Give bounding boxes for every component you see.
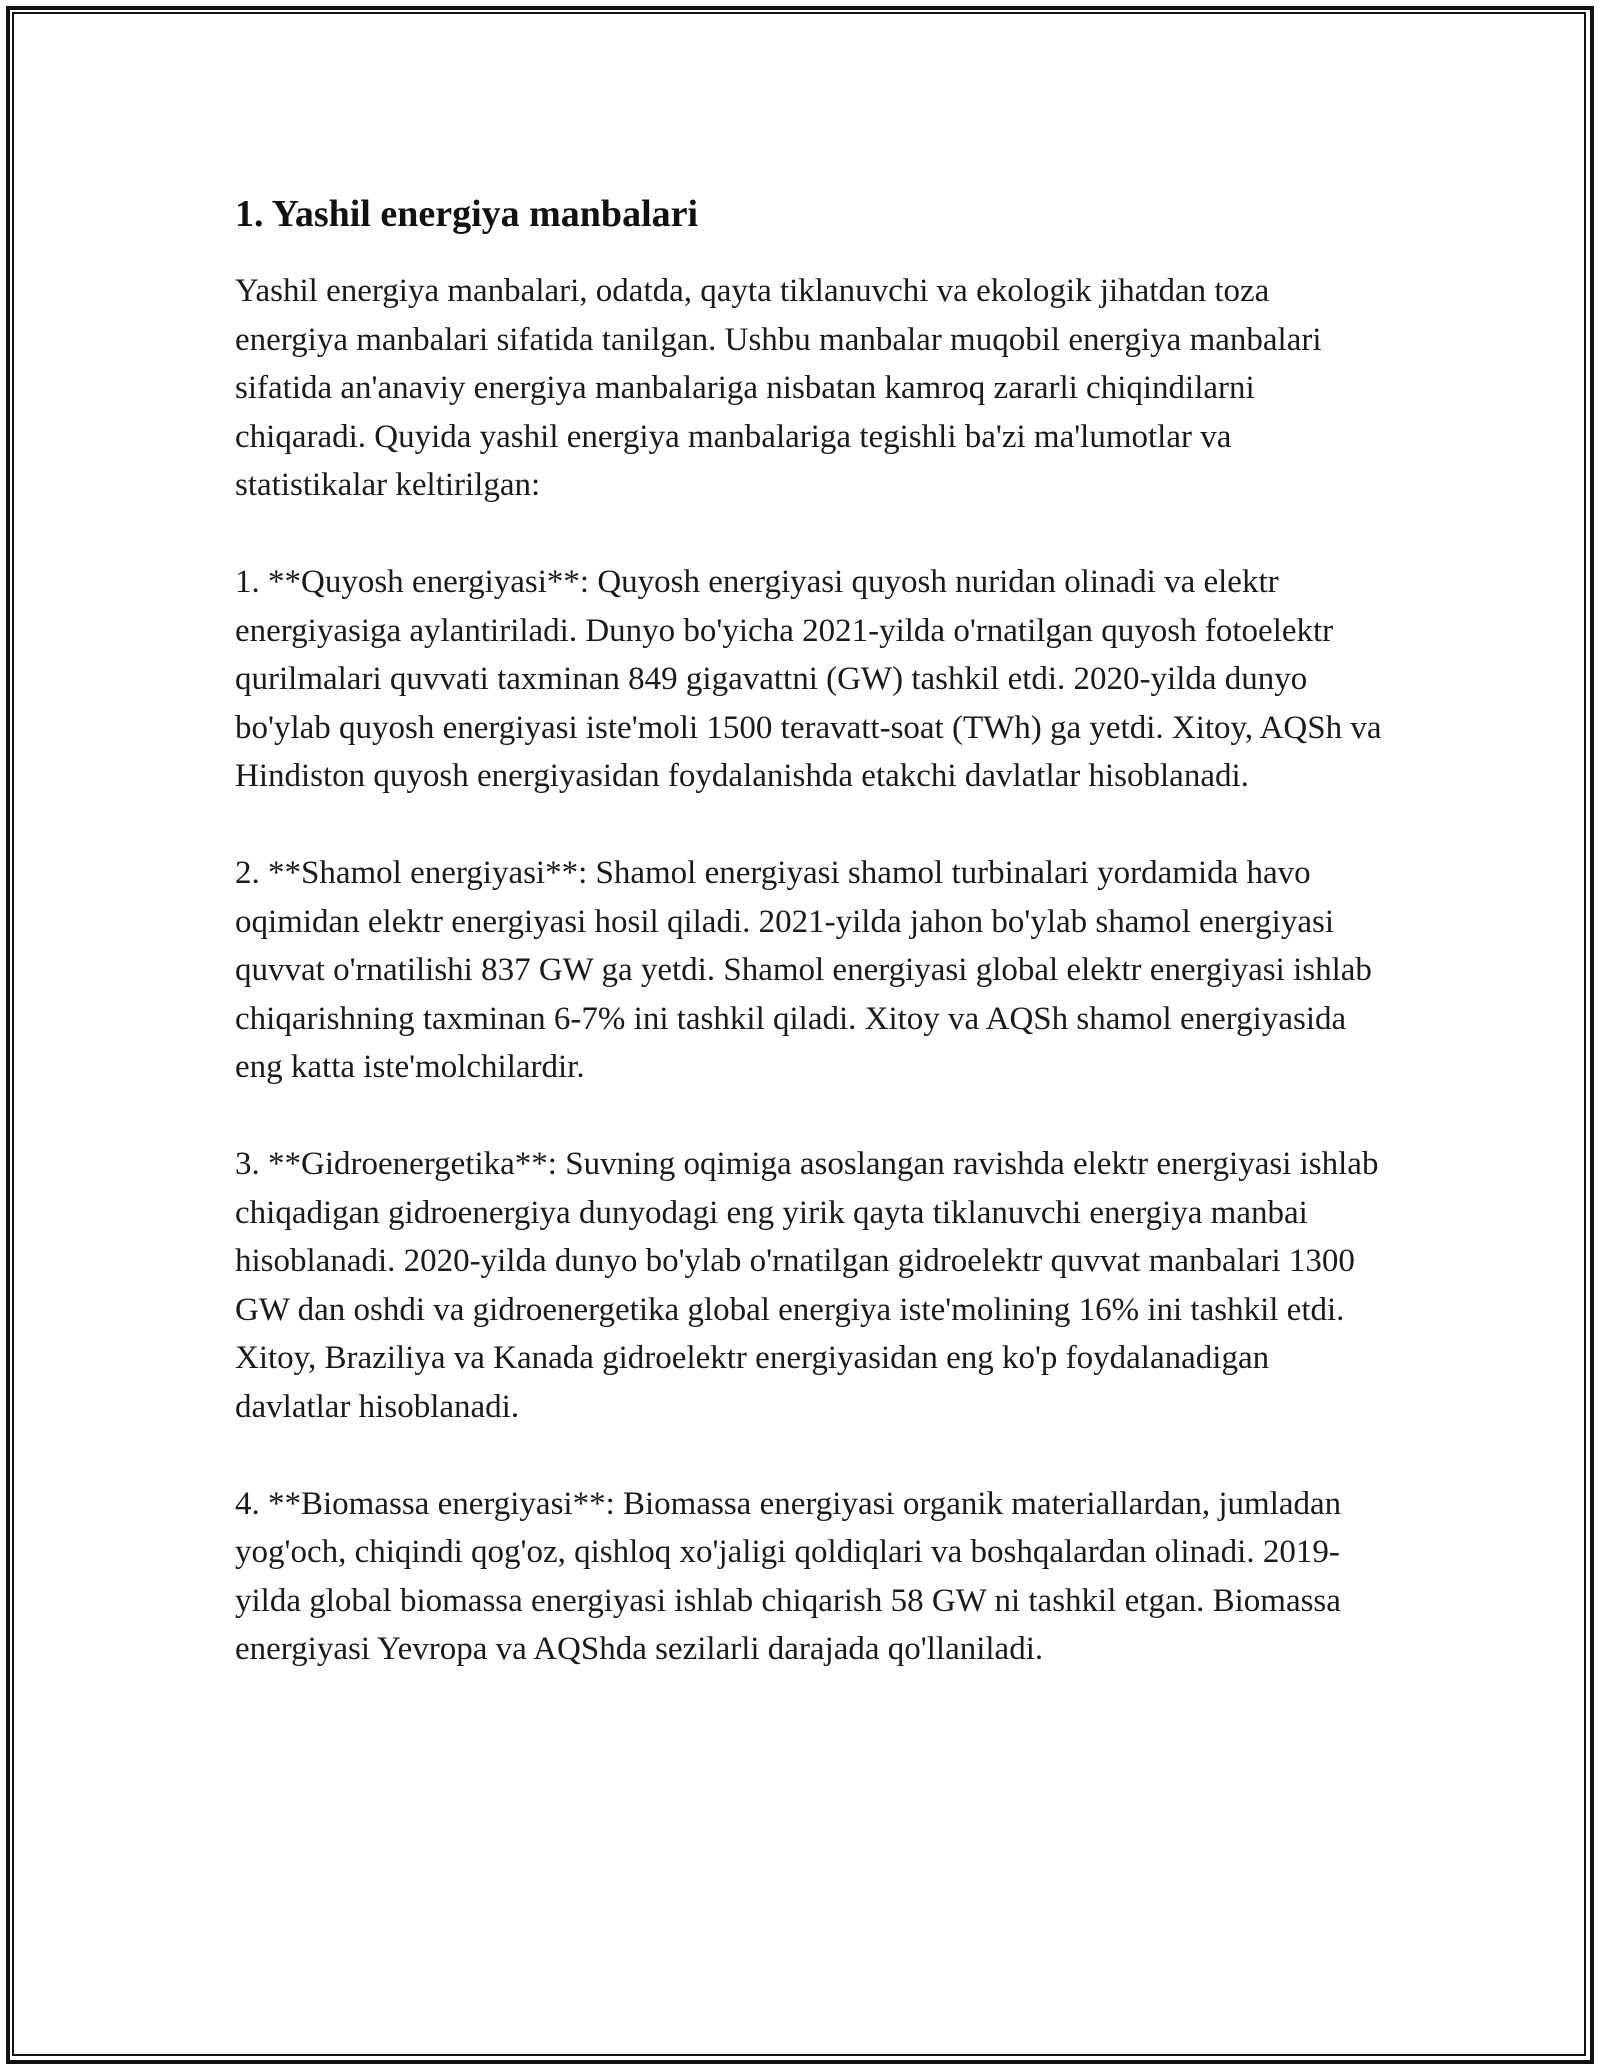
document-body	[235, 185, 1385, 1722]
hydro-paragraph: 3. **Gidroenergetika**: Suvning oqimiga asoslangan ravishda elektr energiyasi ishlab chiqadigan gidroenergiya dunyodagi eng yirik qayta tiklanuvchi energiya manbai hisoblanadi. 2020-yilda dunyo bo'ylab o'rnatilgan gidroelektr quvvat manbalari 1300 GW dan oshdi va gidroenergetika global energiya iste'molining 16% ini tashkil etdi. Xitoy, Braziliya va Kanada gidroelektr energiyasidan eng ko'p foydalanadigan davlatlar hisoblanadi.	[235, 1146, 1379, 1425]
wind-paragraph: 2. **Shamol energiyasi**: Shamol energiyasi shamol turbinalari yordamida havo oqimidan elektr energiyasi hosil qiladi. 2021-yilda jahon bo'ylab shamol energiyasi quvvat o'rnatilishi 837 GW ga yetdi. Shamol energiyasi global elektr energiyasi ishlab chiqarishning taxminan 6-7% ini tashkil qiladi. Xitoy va AQSh shamol energiyasida eng katta iste'molchilardir.	[235, 855, 1372, 1085]
biomass-paragraph: 4. **Biomassa energiyasi**: Biomassa energiyasi organik materiallardan, jumladan yog'och, chiqindi qog'oz, qishloq xo'jaligi qoldiqlari va boshqalardan olinadi. 2019-yilda global biomassa energiyasi ishlab chiqarish 58 GW ni tashkil etgan. Biomassa energiyasi Yevropa va AQShda sezilarli darajada qo'llaniladi.	[235, 1485, 1342, 1667]
section-title: 1. Yashil energiya manbalari	[235, 193, 699, 235]
intro-paragraph: Yashil energiya manbalari, odatda, qayta tiklanuvchi va ekologik jihatdan toza energiya manbalari sifatida tanilgan. Ushbu manbalar muqobil energiya manbalari sifatida an'anaviy energiya manbalariga nisbatan kamroq zararli chiqindilarni chiqaradi. Quyida yashil energiya manbalariga tegishli ba'zi ma'lumotlar va statistikalar keltirilgan:	[235, 273, 1322, 503]
solar-paragraph: 1. **Quyosh energiyasi**: Quyosh energiyasi quyosh nuridan olinadi va elektr energiyasiga aylantiriladi. Dunyo bo'yicha 2021-yilda o'rnatilgan quyosh fotoelektr qurilmalari quvvati taxminan 849 gigavattni (GW) tashkil etdi. 2020-yilda dunyo bo'ylab quyosh energiyasi iste'moli 1500 teravatt-soat (TWh) ga yetdi. Xitoy, AQSh va Hindiston quyosh energiyasidan foydalanishda etakchi davlatlar hisoblanadi.	[235, 564, 1382, 794]
